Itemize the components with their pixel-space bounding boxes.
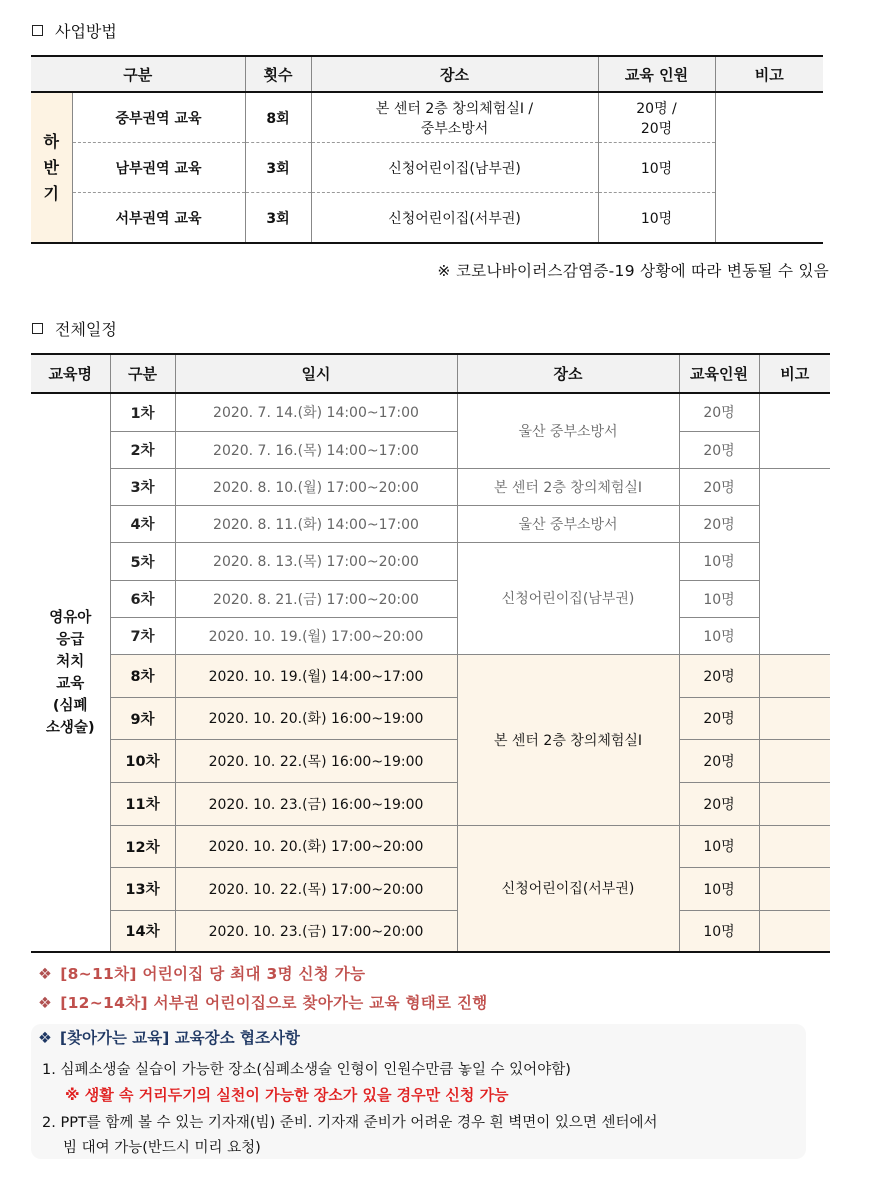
table-row: [31, 654, 830, 697]
table-row: [31, 431, 830, 468]
datetime-cell: 2020. 10. 19.(월) 17:00~20:00: [175, 617, 457, 654]
note-8-11: ❖ [8~11차] 어린이집 당 최대 3명 신청 가능: [38, 965, 366, 983]
session-count: 3회: [245, 193, 311, 244]
table-row: [31, 193, 823, 244]
place-cell: 신청어린이집(서부권): [457, 825, 679, 952]
table-row: [31, 542, 830, 580]
diamond-bullet-icon: ❖: [38, 965, 53, 983]
header-category: 구분: [110, 354, 175, 393]
covid-notice: ※ 코로나바이러스감염증-19 상황에 따라 변동될 수 있음: [437, 262, 829, 280]
table-row: [31, 143, 823, 193]
table-row: [31, 867, 830, 910]
checkbox-square-icon: [32, 25, 43, 36]
round-label: 14차: [110, 910, 175, 952]
round-label: 10차: [110, 739, 175, 782]
schedule-table: [31, 353, 830, 953]
remarks-cell: [759, 782, 830, 825]
people-cell: 20명: [679, 739, 759, 782]
header-remarks: 비고: [715, 56, 823, 92]
table-row: [31, 739, 830, 782]
table-row: [31, 825, 830, 867]
round-label: 8차: [110, 654, 175, 697]
diamond-bullet-icon: ❖: [38, 994, 53, 1012]
table-row: [31, 580, 830, 617]
remarks-cell: [759, 468, 830, 654]
datetime-cell: 2020. 8. 11.(화) 14:00~17:00: [175, 505, 457, 542]
place-cell: 신청어린이집(남부권): [311, 143, 598, 193]
section-title-method: 사업방법: [32, 19, 117, 42]
remarks-cell: [759, 825, 830, 867]
header-category: 구분: [31, 56, 245, 92]
table-row: [31, 468, 830, 505]
datetime-cell: 2020. 10. 22.(목) 16:00~19:00: [175, 739, 457, 782]
table-row: [31, 782, 830, 825]
table-row: [31, 910, 830, 952]
course-name: 영유아 응급 처치 교육 (심폐 소생술): [31, 393, 110, 952]
round-label: 13차: [110, 867, 175, 910]
region-name: 서부권역 교육: [72, 193, 245, 244]
round-label: 9차: [110, 697, 175, 739]
round-label: 12차: [110, 825, 175, 867]
note-12-14: ❖ [12~14차] 서부권 어린이집으로 찾아가는 교육 형태로 진행: [38, 994, 488, 1012]
half-year-label: 하 반 기: [31, 92, 72, 243]
round-label: 6차: [110, 580, 175, 617]
section-title-schedule: 전체일정: [32, 317, 117, 340]
region-name: 중부권역 교육: [72, 92, 245, 143]
people-cell: 20명: [679, 654, 759, 697]
remarks-cell: [759, 867, 830, 910]
distancing-warning: ※ 생활 속 거리두기의 실천이 가능한 장소가 있을 경우만 신청 가능: [65, 1086, 509, 1104]
round-label: 2차: [110, 431, 175, 468]
people-cell: 20명: [679, 468, 759, 505]
datetime-cell: 2020. 10. 20.(화) 17:00~20:00: [175, 825, 457, 867]
people-cell: 20명: [679, 393, 759, 431]
remarks-cell: [759, 654, 830, 697]
remarks-cell: [759, 739, 830, 782]
table-row: [31, 697, 830, 739]
people-cell: 10명: [679, 580, 759, 617]
cooperation-title: ❖ [찾아가는 교육] 교육장소 협조사항: [38, 1029, 300, 1047]
remarks-cell: [759, 910, 830, 952]
datetime-cell: 2020. 7. 16.(목) 14:00~17:00: [175, 431, 457, 468]
header-people: 교육인원: [679, 354, 759, 393]
header-people: 교육 인원: [598, 56, 715, 92]
round-label: 5차: [110, 542, 175, 580]
list-item: 빔 대여 가능(반드시 미리 요청): [63, 1140, 261, 1156]
table-row: [31, 505, 830, 542]
list-item: 1. 심폐소생술 실습이 가능한 장소(심폐소생술 인형이 인원수만큼 놓일 수 있어야함): [42, 1062, 571, 1078]
place-cell: 울산 중부소방서: [457, 505, 679, 542]
people-cell: 20명: [679, 697, 759, 739]
datetime-cell: 2020. 10. 23.(금) 16:00~19:00: [175, 782, 457, 825]
method-table: [31, 55, 823, 244]
round-label: 7차: [110, 617, 175, 654]
round-label: 3차: [110, 468, 175, 505]
people-cell: 10명: [679, 617, 759, 654]
diamond-bullet-icon: ❖: [38, 1029, 52, 1047]
people-cell: 10명: [679, 910, 759, 952]
datetime-cell: 2020. 10. 20.(화) 16:00~19:00: [175, 697, 457, 739]
people-cell: 10명: [598, 143, 715, 193]
round-label: 11차: [110, 782, 175, 825]
datetime-cell: 2020. 7. 14.(화) 14:00~17:00: [175, 393, 457, 431]
people-cell: 20명: [679, 431, 759, 468]
place-cell: 신청어린이집(남부권): [457, 542, 679, 654]
schedule-header-row: [31, 354, 830, 393]
people-cell: 10명: [679, 867, 759, 910]
header-remarks: 비고: [759, 354, 830, 393]
remarks-cell: [759, 697, 830, 739]
place-cell: 울산 중부소방서: [457, 393, 679, 468]
datetime-cell: 2020. 8. 13.(목) 17:00~20:00: [175, 542, 457, 580]
header-count: 횟수: [245, 56, 311, 92]
round-label: 4차: [110, 505, 175, 542]
people-cell: 10명: [679, 825, 759, 867]
table-row: [31, 92, 823, 143]
table-row: [31, 617, 830, 654]
session-count: 3회: [245, 143, 311, 193]
table-row: [31, 393, 830, 431]
header-datetime: 일시: [175, 354, 457, 393]
place-cell: 본 센터 2층 창의체험실Ⅰ: [457, 654, 679, 825]
remarks-cell: [715, 92, 823, 243]
people-cell: 20명: [679, 505, 759, 542]
header-place: 장소: [457, 354, 679, 393]
datetime-cell: 2020. 10. 22.(목) 17:00~20:00: [175, 867, 457, 910]
place-cell: 본 센터 2층 창의체험실Ⅰ: [457, 468, 679, 505]
header-course: 교육명: [31, 354, 110, 393]
datetime-cell: 2020. 10. 19.(월) 14:00~17:00: [175, 654, 457, 697]
session-count: 8회: [245, 92, 311, 143]
people-cell: 20명 / 20명: [598, 92, 715, 143]
checkbox-square-icon: [32, 323, 43, 334]
header-place: 장소: [311, 56, 598, 92]
people-cell: 20명: [679, 782, 759, 825]
place-cell: 신청어린이집(서부권): [311, 193, 598, 244]
datetime-cell: 2020. 8. 10.(월) 17:00~20:00: [175, 468, 457, 505]
place-cell: 본 센터 2층 창의체험실Ⅰ / 중부소방서: [311, 92, 598, 143]
list-item: 2. PPT를 함께 볼 수 있는 기자재(빔) 준비. 기자재 준비가 어려운 경우 흰 벽면이 있으면 센터에서: [42, 1115, 658, 1131]
region-name: 남부권역 교육: [72, 143, 245, 193]
round-label: 1차: [110, 393, 175, 431]
people-cell: 10명: [679, 542, 759, 580]
remarks-cell: [759, 393, 830, 468]
datetime-cell: 2020. 10. 23.(금) 17:00~20:00: [175, 910, 457, 952]
datetime-cell: 2020. 8. 21.(금) 17:00~20:00: [175, 580, 457, 617]
people-cell: 10명: [598, 193, 715, 244]
method-header-row: [31, 56, 823, 92]
